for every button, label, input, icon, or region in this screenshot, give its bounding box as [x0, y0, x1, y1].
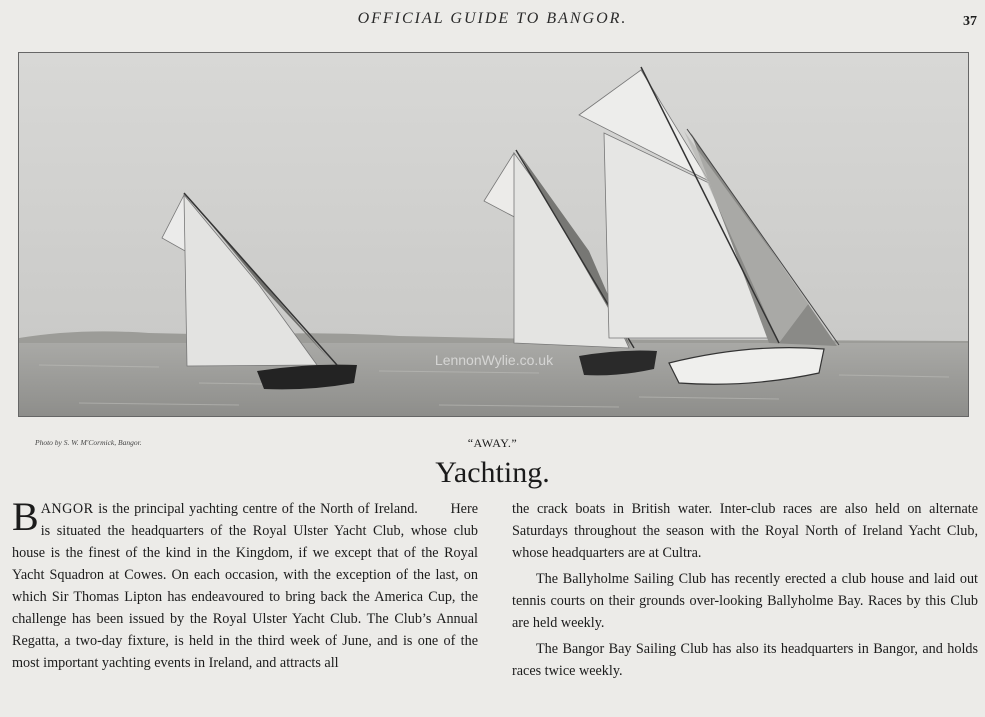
lead-caps: ANGOR — [40, 501, 94, 517]
paragraph-1 — [12, 494, 479, 674]
article-column-left — [12, 494, 479, 674]
paragraph-1-body: Here is situated the headquarters of the Royal Ulster Yacht Club, whose club house is the finest of the kind in the Kingdom, if we except that of the Royal Yacht Squadron at Cowes. On each occasion, with the exception of the last, on which Sir Thomas Lipton has endeavoured to bring back the America Cup, the challenge has been issued by the Royal Ulster Yacht Club. The Club’s Annual Regatta, a two-day fixture, is held in the third week of June, and is one of the most important yachting events in Ireland, and attracts all — [12, 501, 479, 671]
article-column-right — [512, 498, 978, 682]
paragraph-2: The Ballyholme Sailing Club has recently erected a club house and laid out tennis courts on their grounds over-looking Ballyholme Bay. Races by this Club are held weekly. — [512, 571, 978, 631]
watermark: LennonWylie.co.uk — [434, 352, 554, 368]
page-header — [0, 10, 985, 34]
paragraph-1-continued: the crack boats in British water. Inter-club races are also held on alternate Saturdays throughout the season with the Royal North of Ireland Yacht Club, whose headquarters are at Cultra. — [512, 501, 978, 561]
photo-caption: “AWAY.” — [467, 436, 518, 450]
drop-cap: B — [12, 494, 39, 539]
running-title: OFFICIAL GUIDE TO BANGOR. — [357, 10, 628, 27]
paragraph-3: The Bangor Bay Sailing Club has also its headquarters in Bangor, and holds races twice weekly. — [512, 641, 978, 679]
paragraph-1-opening: is the principal yachting centre of the North of Ireland. — [93, 501, 418, 517]
page-number: 37 — [963, 14, 977, 29]
yachting-photograph — [18, 52, 969, 417]
photo-caption-row — [0, 436, 985, 454]
article-heading: Yachting. — [435, 456, 550, 489]
photo-credit: Photo by S. W. M'Cormick, Bangor. — [35, 438, 142, 447]
